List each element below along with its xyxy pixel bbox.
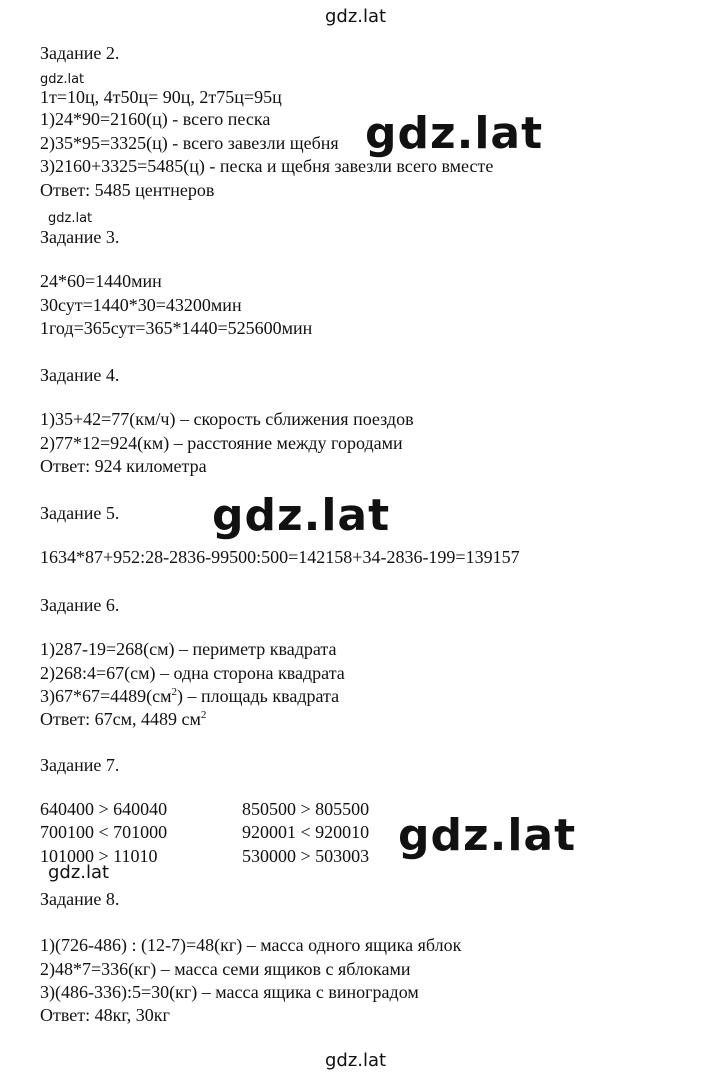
task2-line: 3)2160+3325=5485(ц) - песка и щебня завезли всего вместе <box>40 156 494 176</box>
task6-line: 2)268:4=67(см) – одна сторона квадрата <box>40 663 345 683</box>
task6-answer-superscript: 2 <box>200 709 207 721</box>
task7-left-item: 700100 < 701000 <box>40 822 168 842</box>
watermark-small-3: gdz.lat <box>48 862 110 883</box>
task3-line: 30сут=1440*30=43200мин <box>40 295 242 315</box>
task7-title: Задание 7. <box>40 755 120 775</box>
task8-answer: Ответ: 48кг, 30кг <box>40 1005 170 1025</box>
task6-line3-part1: 3)67*67=4489(см <box>40 686 172 706</box>
task4-answer: Ответ: 924 километра <box>40 456 207 476</box>
watermark-top: gdz.lat <box>325 6 387 27</box>
watermark-small-2: gdz.lat <box>48 211 93 226</box>
task7-right-item: 530000 > 503003 <box>242 846 370 866</box>
task8-line: 2)48*7=336(кг) – масса семи ящиков с яблоками <box>40 959 411 979</box>
watermark-large-2: gdz.lat <box>212 490 391 541</box>
task8-line: 3)(486-336):5=30(кг) – масса ящика с виноградом <box>40 982 419 1002</box>
task4-line: 2)77*12=924(км) – расстояние между городами <box>40 433 403 453</box>
task6-line3-part2: ) – площадь квадрата <box>177 686 340 706</box>
task3-line: 1год=365сут=365*1440=525600мин <box>40 318 313 338</box>
task5-line: 1634*87+952:28-2836-99500:500=142158+34-2836-199=139157 <box>40 547 520 567</box>
task6-line <box>40 685 339 707</box>
watermark-bottom: gdz.lat <box>325 1050 387 1071</box>
task5-title: Задание 5. <box>40 503 120 523</box>
task4-line: 1)35+42=77(км/ч) – скорость сближения поездов <box>40 409 414 429</box>
task7-right-item: 920001 < 920010 <box>242 822 370 842</box>
task6-line3-superscript: 2 <box>171 686 178 698</box>
task8-line: 1)(726-486) : (12-7)=48(кг) – масса одного ящика яблок <box>40 935 462 955</box>
task6-answer-text: Ответ: 67см, 4489 см <box>40 709 201 729</box>
task6-title: Задание 6. <box>40 595 120 615</box>
task6-answer <box>40 708 206 730</box>
task6-line: 1)287-19=268(см) – периметр квадрата <box>40 639 337 659</box>
task3-line: 24*60=1440мин <box>40 271 162 291</box>
task2-line: 2)35*95=3325(ц) - всего завезли щебня <box>40 133 339 153</box>
watermark-large-3: gdz.lat <box>398 810 577 861</box>
task2-answer: Ответ: 5485 центнеров <box>40 180 215 200</box>
watermark-small-1: gdz.lat <box>40 72 85 87</box>
watermark-large-1: gdz.lat <box>365 108 544 159</box>
task2-line: 1т=10ц, 4т50ц= 90ц, 2т75ц=95ц <box>40 87 282 107</box>
task7-right-item: 850500 > 805500 <box>242 799 370 819</box>
task2-title: Задание 2. <box>40 43 120 63</box>
task3-title: Задание 3. <box>40 227 120 247</box>
task2-line: 1)24*90=2160(ц) - всего песка <box>40 109 271 129</box>
task7-left-item: 101000 > 11010 <box>40 846 158 866</box>
task4-title: Задание 4. <box>40 365 120 385</box>
task8-title: Задание 8. <box>40 889 120 909</box>
task7-left-item: 640400 > 640040 <box>40 799 168 819</box>
